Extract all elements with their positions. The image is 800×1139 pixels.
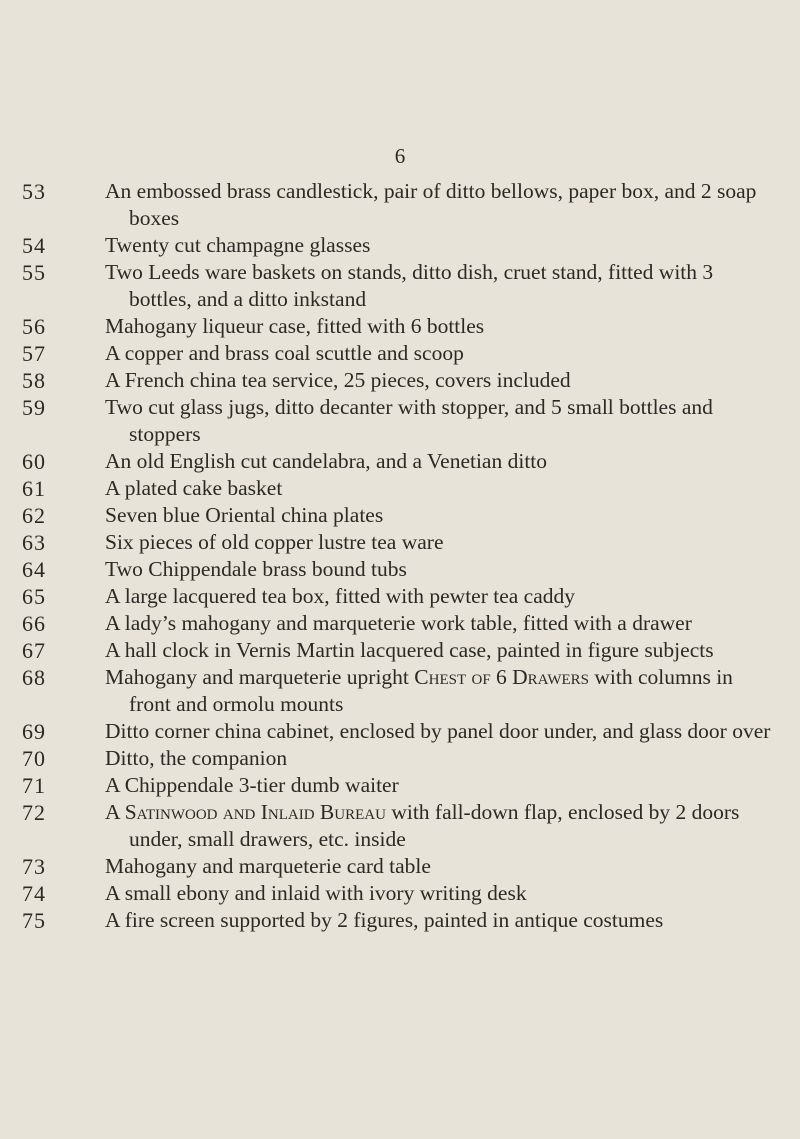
lot-item [0,772,800,799]
lot-description: An old English cut candelabra, and a Venetian ditto [105,449,548,473]
lot-description: A fire screen supported by 2 figures, painted in antique costumes [105,908,664,932]
lot-description-small-caps: A Satinwood and Inlaid Bureau [105,800,386,824]
lot-item [0,529,800,556]
lot-number: 73 [22,854,46,879]
lot-number: 65 [22,584,46,609]
lot-item [0,745,800,772]
lot-description: Ditto, the companion [105,746,288,770]
lot-number: 71 [22,773,46,798]
lot-description: A French china tea service, 25 pieces, covers included [105,368,571,392]
lot-number: 59 [22,395,46,420]
lot-number: 70 [22,746,46,771]
lot-item [0,259,800,313]
lot-description: A large lacquered tea box, fitted with pewter tea caddy [105,584,576,608]
page-number: 6 [394,144,406,168]
lot-number: 60 [22,449,46,474]
lot-description: An embossed brass candlestick, pair of ditto bellows, paper box, and 2 soap boxes [105,179,757,230]
lot-item [0,178,800,232]
lot-item [0,583,800,610]
lot-description: A Chippendale 3-tier dumb waiter [105,773,399,797]
lot-item [0,556,800,583]
lot-item [0,475,800,502]
lot-item [0,664,800,718]
lot-list [0,178,800,934]
lot-item [0,610,800,637]
lot-number: 57 [22,341,46,366]
lot-item [0,907,800,934]
lot-number: 54 [22,233,46,258]
lot-description: A plated cake basket [105,476,283,500]
lot-description: Two cut glass jugs, ditto decanter with stopper, and 5 small bottles and stoppers [105,395,713,446]
lot-number: 63 [22,530,46,555]
lot-description: Six pieces of old copper lustre tea ware [105,530,444,554]
lot-description-small-caps: Chest of 6 Drawers [414,665,589,689]
lot-description: Mahogany liqueur case, fitted with 6 bottles [105,314,485,338]
lot-description: A lady’s mahogany and marqueterie work table, fitted with a drawer [105,611,692,635]
lot-number: 56 [22,314,46,339]
lot-number: 55 [22,260,46,285]
lot-item [0,367,800,394]
lot-description: A small ebony and inlaid with ivory writing desk [105,881,527,905]
lot-number: 75 [22,908,46,933]
lot-description: Two Leeds ware baskets on stands, ditto dish, cruet stand, fitted with 3 bottles, and a ditto inkstand [105,260,714,311]
lot-number: 67 [22,638,46,663]
lot-item [0,718,800,745]
lot-number: 68 [22,665,46,690]
lot-number: 58 [22,368,46,393]
lot-number: 69 [22,719,46,744]
lot-description: Two Chippendale brass bound tubs [105,557,407,581]
lot-description: Ditto corner china cabinet, enclosed by panel door under, and glass door over [105,719,771,743]
lot-item [0,799,800,853]
lot-item [0,448,800,475]
lot-description: Mahogany and marqueterie card table [105,854,431,878]
lot-item [0,394,800,448]
lot-number: 64 [22,557,46,582]
lot-number: 66 [22,611,46,636]
lot-item [0,880,800,907]
lot-item [0,853,800,880]
lot-number: 61 [22,476,46,501]
lot-description-text: with fall-down flap, enclosed by 2 doors under, small drawers, etc. inside [129,800,740,851]
lot-description: Seven blue Oriental china plates [105,503,384,527]
lot-item [0,232,800,259]
lot-description: Twenty cut champagne glasses [105,233,371,257]
lot-item [0,637,800,664]
lot-item [0,340,800,367]
lot-number: 62 [22,503,46,528]
lot-description-text: Mahogany and marqueterie upright [105,665,415,689]
lot-description-text: with columns in front and ormolu mounts [129,665,733,716]
lot-number: 72 [22,800,46,825]
lot-description [105,799,780,853]
lot-description [105,664,780,718]
lot-number: 74 [22,881,46,906]
lot-item [0,502,800,529]
lot-number: 53 [22,179,46,204]
lot-item [0,313,800,340]
lot-description: A copper and brass coal scuttle and scoop [105,341,464,365]
lot-description: A hall clock in Vernis Martin lacquered case, painted in figure subjects [105,638,714,662]
